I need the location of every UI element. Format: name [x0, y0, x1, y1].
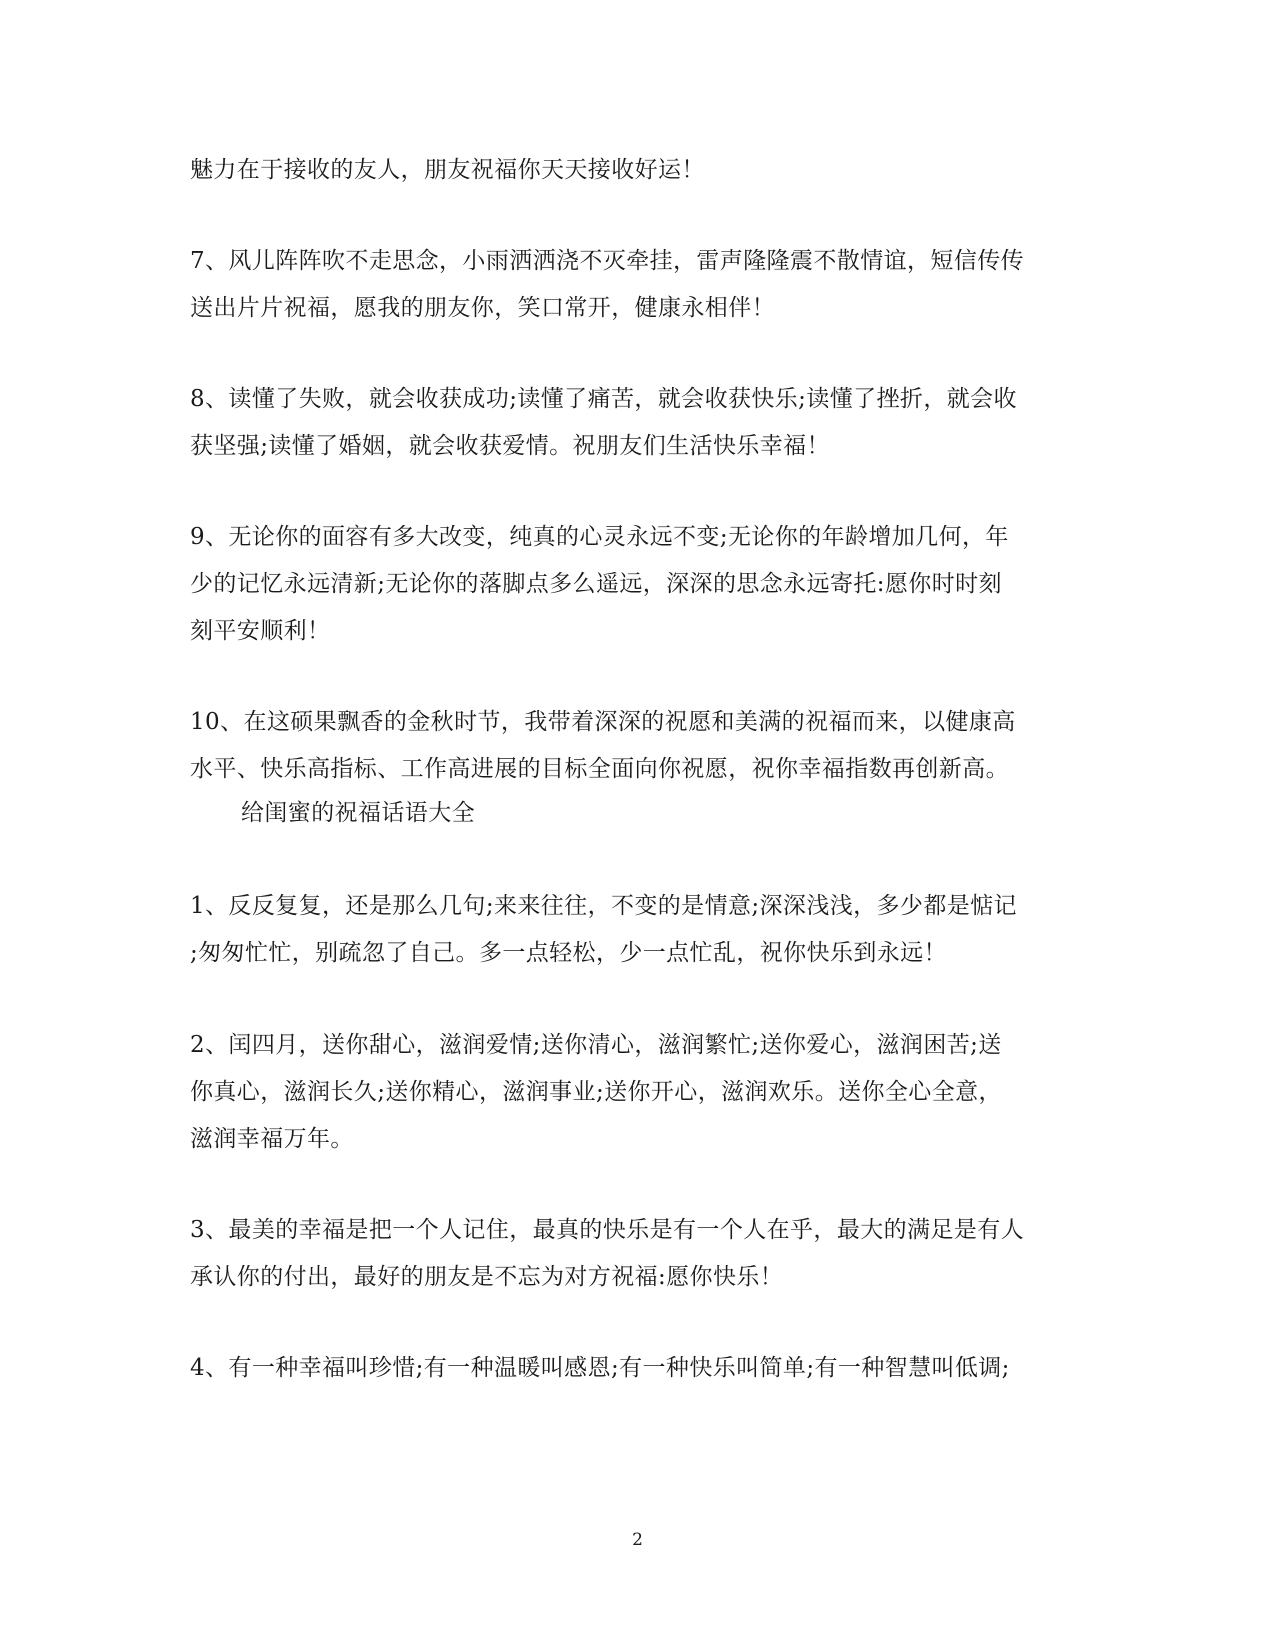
paragraph-line: 8、读懂了失败，就会收获成功;读懂了痛苦，就会收获快乐;读懂了挫折，就会收 — [190, 386, 1017, 412]
paragraph-line: 获坚强;读懂了婚姻，就会收获爱情。祝朋友们生活快乐幸福！ — [190, 433, 830, 459]
paragraph-line: 少的记忆永远清新;无论你的落脚点多么遥远，深深的思念永远寄托:愿你时时刻 — [190, 571, 1002, 597]
paragraph-line: 10、在这硕果飘香的金秋时节，我带着深深的祝愿和美满的祝福而来，以健康高 — [190, 709, 1016, 735]
paragraph-line: 7、风儿阵阵吹不走思念，小雨洒洒浇不灭牵挂，雷声隆隆震不散情谊，短信传传 — [190, 248, 1025, 274]
paragraph-line: 9、无论你的面容有多大改变，纯真的心灵永远不变;无论你的年龄增加几何，年 — [190, 524, 1009, 550]
paragraph-line: 1、反反复复，还是那么几句;来来往往，不变的是情意;深深浅浅，多少都是惦记 — [190, 893, 1017, 919]
paragraph-line: 滋润幸福万年。 — [190, 1126, 354, 1152]
paragraph-line: 水平、快乐高指标、工作高进展的目标全面向你祝愿，祝你幸福指数再创新高。 — [190, 756, 1009, 782]
paragraph-line: ;匆匆忙忙，别疏忽了自己。多一点轻松，少一点忙乱，祝你快乐到永远！ — [190, 940, 947, 966]
paragraph-line: 你真心，滋润长久;送你精心，滋润事业;送你开心，滋润欢乐。送你全心全意， — [190, 1079, 1002, 1105]
paragraph-line: 刻平安顺利！ — [190, 618, 331, 644]
page-number: 2 — [632, 1530, 643, 1550]
paragraph-line: 3、最美的幸福是把一个人记住，最真的快乐是有一个人在乎，最大的满足是有人 — [190, 1217, 1025, 1243]
paragraph-line: 承认你的付出，最好的朋友是不忘为对方祝福:愿你快乐！ — [190, 1264, 784, 1290]
section-heading: 给闺蜜的祝福话语大全 — [241, 800, 475, 826]
paragraph-line: 2、闰四月，送你甜心，滋润爱情;送你清心，滋润繁忙;送你爱心，滋润困苦;送 — [190, 1032, 1002, 1058]
paragraph-line: 送出片片祝福，愿我的朋友你，笑口常开，健康永相伴！ — [190, 295, 775, 321]
paragraph-line: 4、有一种幸福叫珍惜;有一种温暖叫感恩;有一种快乐叫简单;有一种智慧叫低调; — [190, 1355, 1010, 1381]
paragraph-line: 魅力在于接收的友人，朋友祝福你天天接收好运！ — [190, 157, 705, 183]
